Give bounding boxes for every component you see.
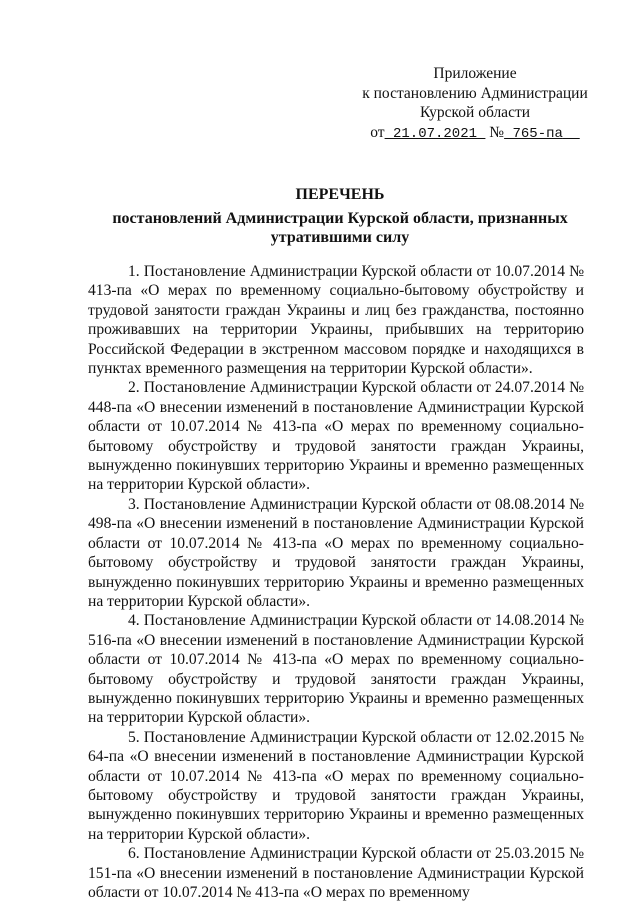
date-prefix: от [370, 123, 385, 141]
list-item: 2. Постановление Администрации Курской области от 24.07.2014 № 448-па «О внесении изменений в постановление Администрации Курской области от 10.07.2014 № 413-па «О мерах по временному социально-бытовому обустройству и трудовой занятости граждан Украины, вынужденно покинувших территорию Украины и временно размещенных на территории Курской области». [88, 379, 584, 494]
number-sign: № [489, 123, 505, 141]
appendix-date-number [350, 123, 600, 145]
title-heading: ПЕРЕЧЕНЬ [295, 186, 385, 203]
list-item: 1. Постановление Администрации Курской области от 10.07.2014 № 413-па «О мерах по временному социально-бытовому обустройству и трудовой занятости граждан Украины и лиц без гражданства, постоянно проживавших на территории Украины, прибывших на территорию Российской Федерации в экстренном массовом порядке и находящихся в пунктах временного размещения на территории Курской области». [88, 263, 584, 378]
appendix-block [350, 64, 600, 144]
resolution-date: 21.07.2021 [393, 125, 478, 142]
list-item: 3. Постановление Администрации Курской области от 08.08.2014 № 498-па «О внесении изменений в постановление Администрации Курской области от 10.07.2014 № 413-па «О мерах по временному социально-бытовому обустройству и трудовой занятости граждан Украины, вынужденно покинувших территорию Украины и временно размещенных на территории Курской области». [88, 495, 584, 610]
appendix-resolution-ref: к постановлению Администрации [362, 84, 588, 102]
title-subtitle-line1: постановлений Администрации Курской области, признанных [112, 210, 568, 227]
list-item: 4. Постановление Администрации Курской области от 14.08.2014 № 516-па «О внесении изменений в постановление Администрации Курской области от 10.07.2014 № 413-па «О мерах по временному социально-бытовому обустройству и трудовой занятости граждан Украины, вынужденно покинувших территорию Украины и временно размещенных на территории Курской области». [88, 612, 584, 727]
list-item: 6. Постановление Администрации Курской области от 25.03.2015 № 151-па «О внесении изменений в постановление Администрации Курской области от 10.07.2014 № 413-па «О мерах по временному [88, 845, 584, 901]
appendix-region: Курской области [419, 104, 531, 121]
title-subtitle-line2: утратившими силу [270, 229, 410, 246]
resolutions-list [88, 262, 584, 902]
resolution-number: 765-па [512, 125, 563, 142]
list-item: 5. Постановление Администрации Курской области от 12.02.2015 № 64-па «О внесении изменений в постановление Администрации Курской области от 10.07.2014 № 413-па «О мерах по временному социально-бытовому обустройству и трудовой занятости граждан Украины, вынужденно покинувших территорию Украины и временно размещенных на территории Курской области». [88, 728, 584, 843]
document-title [80, 185, 600, 247]
appendix-label: Приложение [433, 65, 517, 82]
